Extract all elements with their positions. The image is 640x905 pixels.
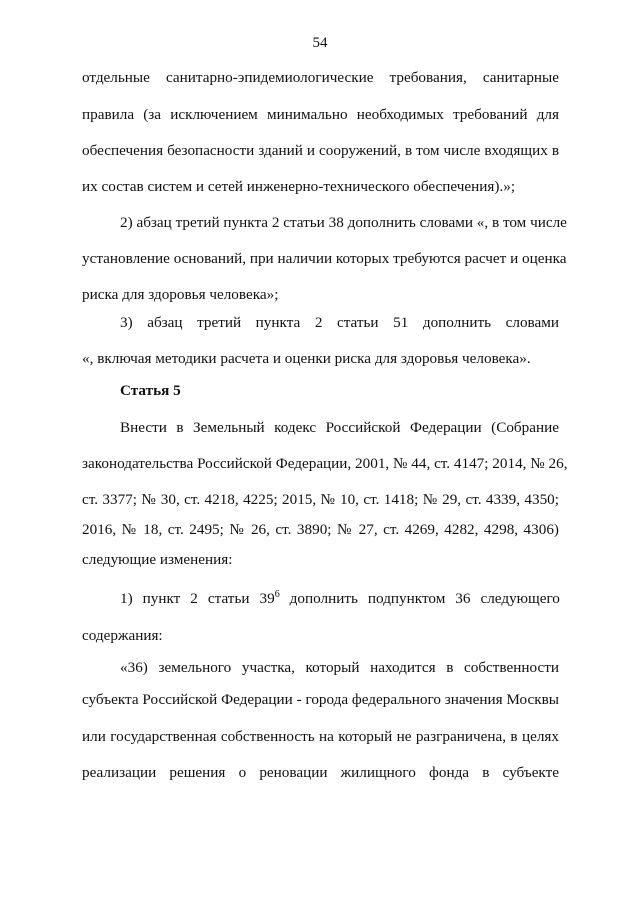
text-line: ст. 3377; № 30, ст. 4218, 4225; 2015, № 10, ст. 1418; № 29, ст. 4339, 4350; — [82, 491, 559, 508]
text-line: субъекта Российской Федерации - города федерального значения Москвы — [82, 691, 559, 708]
text-line: обеспечения безопасности зданий и сооружений, в том числе входящих в — [82, 142, 559, 159]
text-line: «, включая методики расчета и оценки риска для здоровья человека». — [82, 350, 531, 367]
text-line: «36) земельного участка, который находится в собственности — [120, 659, 559, 676]
text-line: 2) абзац третий пункта 2 статьи 38 дополнить словами «, в том числе — [120, 214, 567, 231]
text-line: следующие изменения: — [82, 551, 233, 568]
text-line: отдельные санитарно-эпидемиологические требования, санитарные — [82, 69, 559, 86]
text-line: содержания: — [82, 627, 163, 644]
text-line: 3) абзац третий пункта 2 статьи 51 дополнить словами — [120, 314, 559, 331]
section-heading: Статья 5 — [120, 382, 181, 399]
text-line: 2016, № 18, ст. 2495; № 26, ст. 3890; № 27, ст. 4269, 4282, 4298, 4306) — [82, 521, 559, 538]
text-line: их состав систем и сетей инженерно-технического обеспечения).»; — [82, 178, 516, 195]
text-fragment: дополнить подпунктом 36 следующего — [279, 590, 560, 607]
page-number: 54 — [312, 35, 328, 51]
text-line: Внести в Земельный кодекс Российской Федерации (Собрание — [120, 419, 559, 436]
text-line: или государственная собственность на который не разграничена, в целях — [82, 728, 559, 745]
text-fragment: 1) пункт 2 статьи 39 — [120, 590, 275, 607]
text-line: правила (за исключением минимально необходимых требований для — [82, 106, 559, 123]
text-line-with-superscript — [120, 589, 559, 609]
text-line: установление оснований, при наличии которых требуются расчет и оценка — [82, 250, 567, 267]
text-line: реализации решения о реновации жилищного фонда в субъекте — [82, 764, 559, 781]
text-line: риска для здоровья человека»; — [82, 286, 279, 303]
superscript: 6 — [274, 588, 280, 600]
text-line: законодательства Российской Федерации, 2001, № 44, ст. 4147; 2014, № 26, — [82, 455, 568, 472]
